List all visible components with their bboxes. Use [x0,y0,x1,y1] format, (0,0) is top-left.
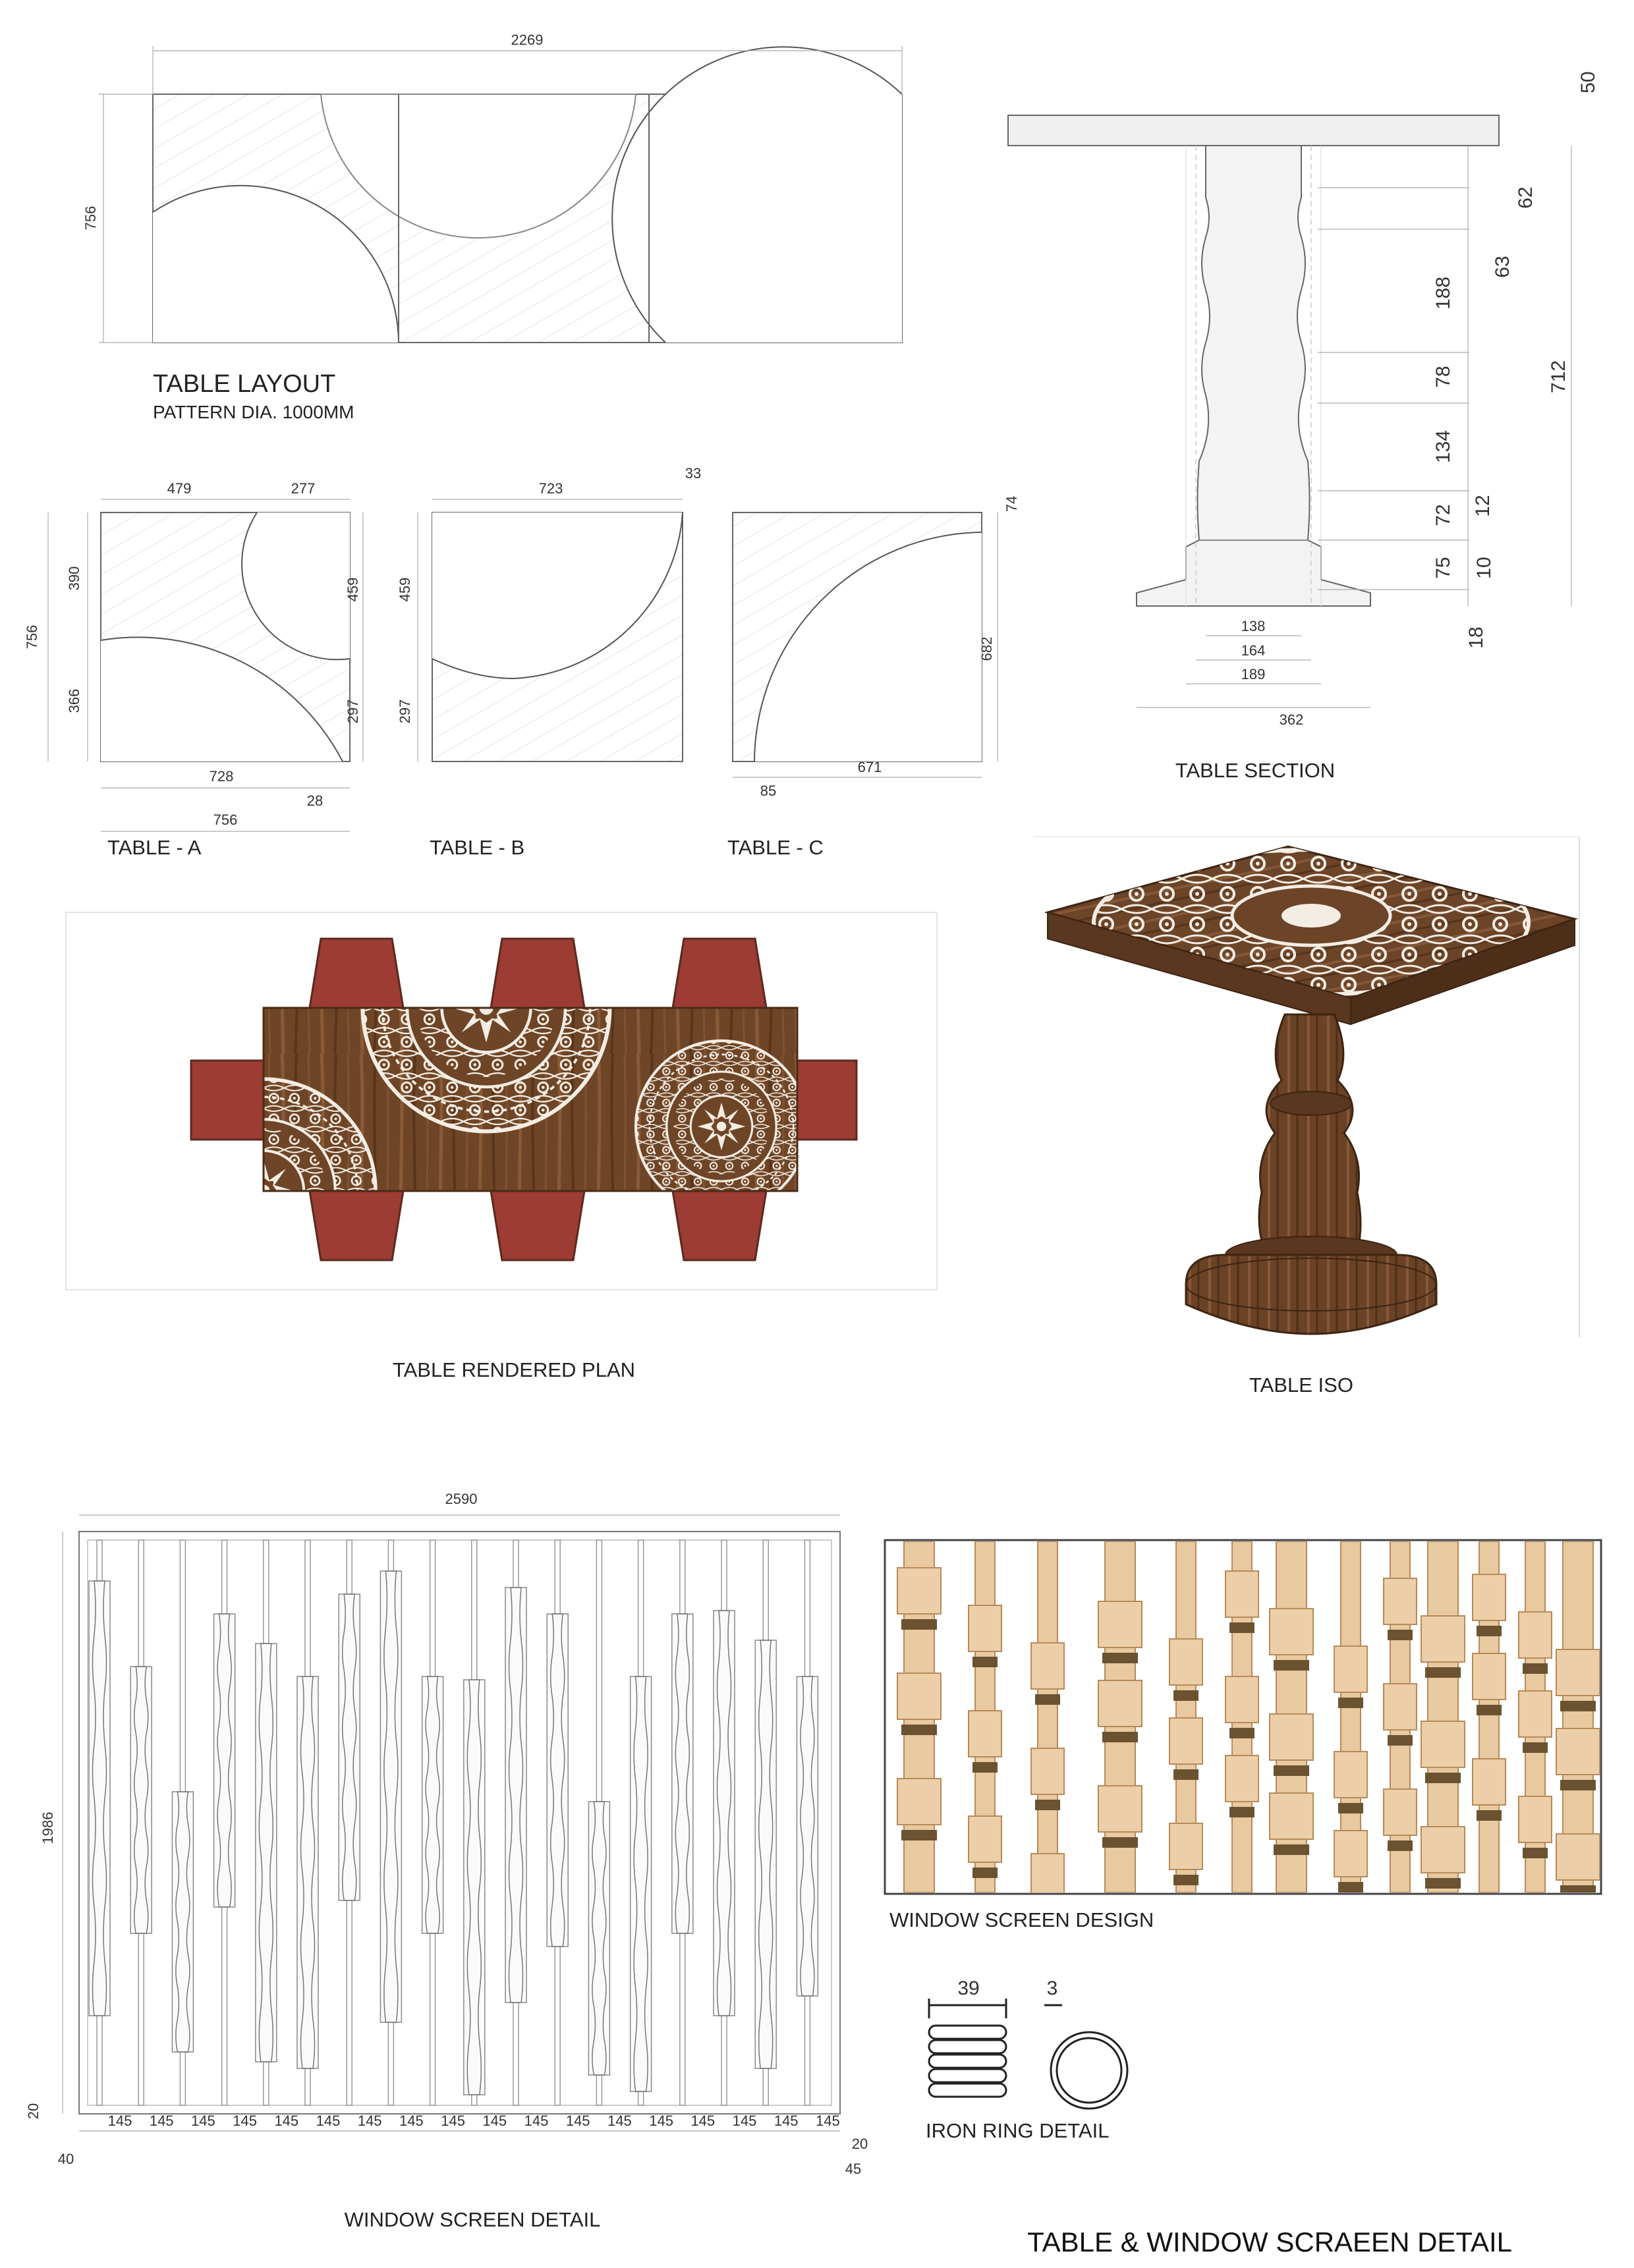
design-baluster [1038,1541,1057,1893]
section-dim-5: 134 [1432,429,1454,464]
design-baluster-block [1421,1616,1465,1662]
screen-left-margin-dim: 40 [57,2151,74,2167]
baluster-outline [380,1571,401,2022]
design-baluster-block [1334,1752,1367,1798]
spacing-dim: 145 [649,2113,673,2129]
iron-ring-detail [926,1978,1127,2142]
iron-ring [1477,1810,1502,1821]
design-baluster-block [1556,1834,1600,1880]
design-baluster-block [1031,1748,1064,1794]
table-a-drawing [24,480,363,859]
table-a-dim-overall-width: 756 [213,812,238,828]
table-iso-caption: TABLE ISO [1249,1373,1353,1397]
iron-ring [1229,1728,1254,1738]
design-baluster-block [1473,1574,1506,1620]
layout-width-dim: 2269 [511,32,544,48]
iron-ring [1523,1848,1548,1858]
table-a-dim-right-bottom: 297 [345,699,361,724]
section-dim-7: 12 [1472,495,1494,517]
iron-ring [901,1619,937,1630]
baluster-outline [339,1594,360,1900]
iron-ring [1425,1667,1461,1678]
baluster-outline [172,1792,193,2052]
design-baluster-block [1098,1786,1142,1832]
spacing-dim: 145 [399,2113,424,2129]
baluster-outline [672,1614,693,1933]
section-dim-bottom-3: 189 [1241,666,1266,682]
baluster-outline [422,1676,443,1933]
rendered-plan-caption: TABLE RENDERED PLAN [392,1358,636,1381]
iron-ring [1102,1653,1138,1663]
spacing-dim: 145 [149,2113,174,2129]
table-c-dim-bottom: 671 [857,759,882,775]
design-baluster-block [1098,1680,1142,1727]
table-iso [1034,837,1579,1397]
iron-ring [1523,1663,1548,1674]
design-baluster-block [1226,1756,1258,1802]
iron-ring [1560,1701,1596,1711]
baluster-outline [755,1640,776,2068]
design-baluster-block [1384,1789,1417,1835]
baluster-outline [505,1588,526,2003]
screen-width-dim: 2590 [445,1491,478,1507]
iron-ring [1229,1622,1254,1633]
design-baluster-block [1226,1571,1258,1617]
iron-ring [1560,1780,1596,1790]
section-dim-bottom-2: 164 [1241,642,1266,659]
window-screen-detail-caption: WINDOW SCREEN DETAIL [344,2208,601,2231]
design-baluster-block [1270,1609,1313,1655]
spacing-dim: 145 [191,2113,215,2129]
table-c-label: TABLE - C [727,836,824,859]
screen-right-dim-1: 20 [851,2136,868,2152]
table-a-dim-left-top: 390 [66,566,82,591]
spacing-dim: 145 [274,2113,299,2129]
design-baluster-block [969,1711,1001,1757]
design-baluster-block [1169,1823,1202,1869]
section-dim-2: 63 [1492,256,1513,278]
table-c-dim-top-offset: 74 [1003,495,1020,512]
table-a-label: TABLE - A [107,836,202,859]
table-section-caption: TABLE SECTION [1175,759,1336,782]
design-baluster-block [1421,1721,1465,1767]
rendered-plan [66,885,937,1382]
design-baluster-block [1169,1718,1202,1764]
baluster-outline [714,1611,735,2016]
table-a-dim-top-left: 479 [167,480,192,497]
design-baluster-block [897,1673,941,1719]
iron-ring [1477,1705,1502,1715]
screen-bottom-dim: 20 [25,2103,42,2120]
section-dim-9: 10 [1473,557,1495,579]
layout-height-dim: 756 [82,206,99,231]
design-baluster-block [1031,1643,1064,1689]
baluster-outline [130,1667,152,1933]
design-baluster-block [1226,1676,1258,1723]
iron-ring [972,1657,998,1667]
table-a-dim-overall-height: 756 [24,624,40,650]
iron-ring [1102,1837,1138,1848]
iron-ring [1173,1769,1198,1780]
spacing-dim: 145 [233,2113,257,2129]
baluster-outline [631,1676,652,2091]
design-baluster-block [1556,1649,1600,1696]
iron-ring [1274,1765,1309,1776]
iron-ring [1477,1626,1502,1636]
table-b-dim-offset: 33 [685,465,702,482]
iron-ring [1388,1630,1413,1640]
table-c-drawing [727,496,1020,859]
section-dim-top-thickness: 50 [1577,71,1599,94]
baluster-outline [297,1676,318,2068]
design-baluster-block [1473,1759,1506,1805]
iron-ring [1338,1698,1363,1708]
section-dim-3: 188 [1432,276,1454,310]
baluster-outline [89,1581,110,2016]
section-dim-bottom-1: 138 [1241,618,1266,634]
iron-ring-caption: IRON RING DETAIL [926,2119,1110,2142]
iron-ring [1274,1660,1309,1671]
design-baluster-block [1169,1639,1202,1685]
iron-ring [972,1762,998,1773]
iron-ring [1338,1803,1363,1813]
table-layout-subtitle: PATTERN DIA. 1000MM [153,402,354,422]
window-screen-design-caption: WINDOW SCREEN DESIGN [889,1908,1154,1931]
iron-ring [1173,1690,1198,1701]
spacing-dim: 145 [107,2113,132,2129]
table-a-dim-left-bottom: 366 [66,688,82,713]
screen-height-dim: 1986 [40,1812,56,1844]
iron-ring [1388,1735,1413,1746]
spacing-dim: 145 [774,2113,799,2129]
iron-ring [1274,1844,1309,1855]
table-c-dim-right: 682 [978,636,995,661]
spacing-dim: 145 [441,2113,465,2129]
table-b-dim-top: 723 [538,480,563,497]
sheet-title: TABLE & WINDOW SCRAEEN DETAIL [1027,2227,1512,2257]
iron-ring [972,1867,998,1878]
window-screen-detail [25,1491,868,2231]
iron-ring [901,1830,937,1840]
screen-right-dim-2: 45 [845,2161,862,2177]
table-a-dim-right-top: 459 [345,577,361,602]
baluster-outline [547,1614,568,1947]
design-baluster-block [1519,1612,1552,1658]
table-b-drawing [397,465,701,859]
iron-ring [1388,1840,1413,1851]
design-baluster-block [1334,1831,1367,1877]
spacing-dim: 145 [607,2113,632,2129]
iron-ring [1425,1773,1461,1783]
design-baluster-block [1556,1729,1600,1775]
baluster-outline [797,1676,818,1996]
table-c-dim-left-offset: 85 [760,783,777,799]
spacing-dim: 145 [816,2113,840,2129]
design-baluster-block [1421,1827,1465,1873]
spacing-dim: 145 [482,2113,507,2129]
spacing-dim: 145 [357,2113,382,2129]
spacing-dim: 145 [690,2113,716,2129]
section-dim-10: 18 [1465,626,1487,649]
design-baluster-block [969,1816,1001,1862]
baluster-outline [464,1680,485,2095]
table-a-dim-offset: 28 [306,792,324,809]
design-baluster-block [1519,1796,1552,1842]
window-screen-design [885,1540,1601,1931]
spacing-dim: 145 [732,2113,757,2129]
table-a-dim-top-right: 277 [291,480,316,497]
baluster-outline [588,1802,609,2075]
iron-ring [1523,1742,1548,1753]
design-baluster-block [1473,1653,1506,1700]
section-dim-6: 72 [1432,504,1454,526]
spacing-dim: 145 [316,2113,341,2129]
section-dim-1: 62 [1515,186,1536,209]
iron-ring [1035,1694,1060,1705]
design-baluster-block [1334,1646,1367,1692]
section-dim-overall-height: 712 [1548,360,1569,394]
iron-ring [901,1725,937,1735]
design-baluster-block [969,1605,1001,1651]
iron-ring [1173,1875,1198,1885]
design-baluster-block [897,1779,941,1825]
table-layout-title: TABLE LAYOUT [153,370,336,398]
design-baluster-block [1098,1601,1142,1647]
section-dim-8: 75 [1432,557,1454,579]
iron-ring [1229,1807,1254,1817]
table-b-label: TABLE - B [430,836,525,859]
baluster-outline [256,1644,277,2062]
section-dim-base-width: 362 [1279,711,1304,728]
iron-ring [1035,1800,1060,1810]
ring-thickness-dim: 3 [1046,1978,1058,1999]
spacing-dim: 145 [524,2113,549,2129]
table-b-dim-left-bottom: 297 [397,699,413,724]
spacing-dim: 145 [565,2113,590,2129]
table-b-dim-left-top: 459 [397,577,413,602]
baluster-outline [214,1614,235,1907]
section-dim-4: 78 [1432,366,1454,388]
table-layout-drawing [82,32,902,422]
design-baluster-block [1384,1578,1417,1624]
iron-ring [1425,1878,1461,1889]
iron-ring [1338,1882,1363,1893]
table-a-dim-bottom: 728 [209,768,234,785]
table-section-drawing [1008,71,1599,782]
design-baluster-block [897,1568,941,1614]
design-baluster-block [1384,1684,1417,1730]
iron-ring [1102,1732,1138,1742]
design-baluster-block [1270,1793,1313,1839]
design-baluster-block [1270,1714,1313,1760]
ring-width-dim: 39 [957,1978,980,1999]
design-baluster-block [1519,1691,1552,1737]
